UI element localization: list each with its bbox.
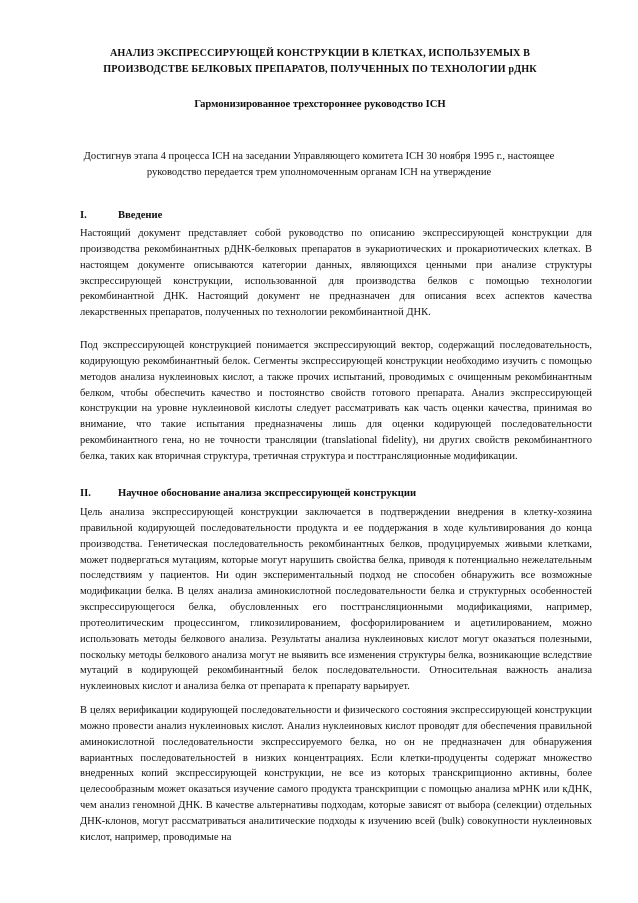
paragraph: Под экспрессирующей конструкцией понимается экспрессирующий вектор, содержащий последовательность, кодирующую рекомбинантный белок. Сегменты экспрессирующей конструкции необходимо изучить с помощью методов анализа нуклеиновых кислот, а также прочих испытаний, проводимых с очищенным рекомбинантным белком, чтобы обеспечить качество и постоянство свойств готового препарата. Анализ экспрессирующей конструкции на уровне нуклеиновой кислоты следует рассматривать как часть оценки качества, принимая во внимание, что такие испытания предназначены лишь для оценки кодирующей последовательности рекомбинантного гена, но не точности трансляции (translational fidelity), ни других свойств рекомбинантного белка, таких как вторичная структура, третичная структура и посттрансляционные модификации. [80, 340, 592, 462]
section-title: Введение [118, 210, 163, 221]
paragraph: Цель анализа экспрессирующей конструкции заключается в подтверждении внедрения в клетку-хозяина правильной кодирующей последовательности продукта и ее поддержания в ходе культивирования до конца производства. Генетическая последовательность рекомбинантных белков, продуцируемых живыми клетками, может подвергаться мутациям, которые могут нарушить свойства белка, приводя к потенциально нежелательным последствиям у пациентов. Ни один экспериментальный подход не способен обнаружить все возможные модификации белка. В целях анализа аминокислотной последовательности белка и структурных особенностей экспрессирующегося белка, обусловленных его посттрансляционными модификациями, например, протеолитическим процессингом, гликозилированием, фосфорилированием и ацетилированием, можно использовать методы белкового анализа. Результаты анализа нуклеиновых кислот могут оказаться полезными, поскольку методы белкового анализа могут не выявить все изменения структуры белка, возникающие вследствие мутаций в кодирующей рекомбинантный белок последовательности. Относительная важность анализа нуклеиновых кислот и анализа белка от препарата к препарату варьирует. [80, 507, 592, 693]
section-heading-introduction [80, 209, 162, 223]
section-heading-rationale [80, 487, 416, 501]
section-title: Научное обоснование анализа экспрессирующей конструкции [118, 488, 417, 499]
paragraph: Настоящий документ представляет собой руководство по описанию экспрессирующей конструкции для производства рекомбинантных рДНК-белковых препаратов в эукариотических и прокариотических клетках. В настоящем документе описываются категории данных, являющихся ценными при анализе структуры экспрессирующей конструкции, использованной для производства белков с помощью технологии рекомбинантной ДНК. Настоящий документ не предназначен для описания всех аспектов качества лекарственных препаратов, полученных по технологии рекомбинантной ДНК. [80, 228, 592, 319]
section-number: II. [80, 488, 91, 499]
document-subtitle: Гармонизированное трехстороннее руководство ICH [194, 99, 446, 110]
document-status: Достигнув этапа 4 процесса ICH на заседании Управляющего комитета ICH 30 ноября 1995 г., настоящее руководство передается трем уполномоченным органам ICH на утверждение [83, 151, 555, 178]
title-line-2: ПРОИЗВОДСТВЕ БЕЛКОВЫХ ПРЕПАРАТОВ, ПОЛУЧЕННЫХ ПО ТЕХНОЛОГИИ рДНК [103, 64, 537, 75]
title-line-1: АНАЛИЗ ЭКСПРЕССИРУЮЩЕЙ КОНСТРУКЦИИ В КЛЕТКАХ, ИСПОЛЬЗУЕМЫХ В [109, 48, 531, 59]
paragraph: В целях верификации кодирующей последовательности и физического состояния экспрессирующей конструкции можно провести анализ нуклеиновых кислот. Анализ нуклеиновых кислот проводят для обеспечения правильной аминокислотной последовательности экспрессируемого белка, но он не предназначен для обнаружения вариантных последовательностей в низких концентрациях. Если клетки-продуценты содержат множество внедренных копий экспрессирующей конструкции, не все из которых транскрипционно активны, более целесообразным может оказаться изучение самого продукта транскрипции с помощью анализа мРНК или кДНК, чем анализ геномной ДНК. В качестве альтернативы подходам, которые зависят от выбора (селекции) отдельных ДНК-клонов, могут рассматриваться аналитические подходы к изучению всей (bulk) совокупности нуклеиновых кислот, например, проводимые на [80, 705, 592, 843]
section-number: I. [80, 210, 87, 221]
document-title [60, 46, 580, 78]
